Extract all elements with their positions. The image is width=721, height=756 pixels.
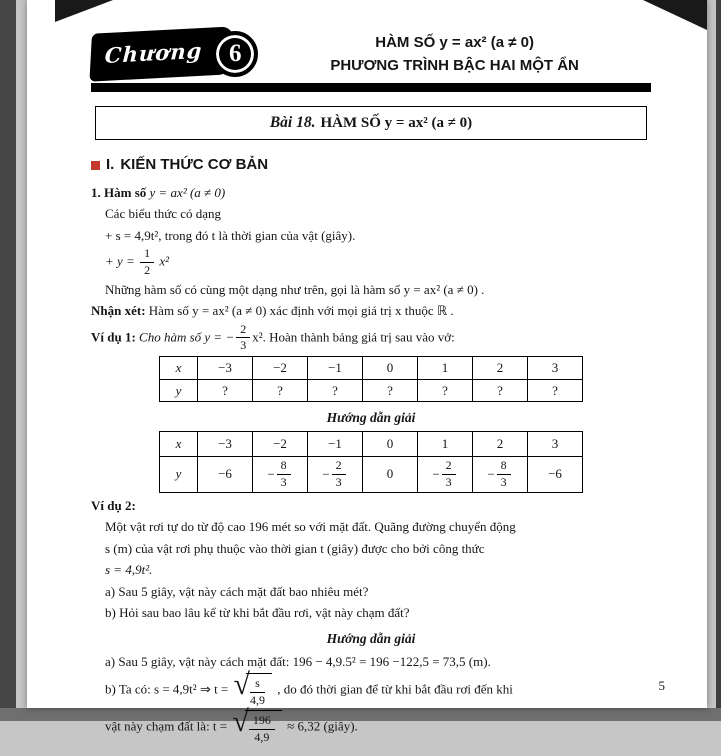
table-cell: 1 [418,357,473,380]
table-cell [528,456,583,492]
knowledge-same-form-line: Những hàm số có cùng một dạng như trên, gọi là hàm số y = ax² (a ≠ 0) . [105,281,485,297]
book-page [27,0,707,744]
row-label-x: x [160,432,198,457]
table-cell: −1 [308,432,363,457]
section-marker-icon [91,161,100,170]
cell-sign: − [487,466,495,482]
section-label: I. [106,156,115,173]
example-2-question-b: b) Hỏi sau bao lâu kể từ khi bắt đầu rơi, vật này chạm đất? [105,605,410,621]
lesson-title-text: HÀM SỐ y = ax² (a ≠ 0) [320,114,473,131]
table-cell [198,456,253,492]
knowledge-item-1-label: 1. Hàm số [91,184,147,200]
fraction-denominator: 3 [445,474,452,489]
radicand [245,710,282,745]
page-number: 5 [658,678,665,693]
table-cell: 2 [473,357,528,380]
table-cell: ? [528,379,583,402]
page-content [27,0,707,756]
chapter-header [91,30,651,78]
fraction-numerator: 196 [249,714,275,730]
example-1-intro [91,323,651,354]
chapter-title-line2: PHƯƠNG TRÌNH BẬC HAI MỘT ẨN [330,56,579,74]
fraction-numerator: 1 [140,247,154,263]
knowledge-forms-intro: Các biểu thức có dạng [105,206,222,221]
chapter-titles [258,31,651,78]
knowledge-form-2 [105,247,651,278]
fraction-denominator: 4,9 [254,729,270,744]
chapter-number: 6 [228,40,242,67]
photo-edge-left [0,0,16,721]
example-2-solution-b-line1 [105,668,651,708]
table-row-x [160,357,583,380]
row-label-y: y [160,379,198,402]
cell-value: −6 [548,466,562,482]
solution-b-pre: b) Ta có: s = 4,9t² ⇒ t = [105,681,229,697]
solution-heading-1: Hướng dẫn giải [326,410,416,426]
fraction-denominator: 3 [240,338,247,353]
table-cell: ? [418,379,473,402]
fraction-numerator: 2 [442,459,456,475]
radicand-fraction [249,714,275,745]
lesson-title-box [95,106,647,141]
table-cell [363,456,418,492]
table-cell: −3 [198,432,253,457]
example-1-intro-pre: Cho hàm số y = − [135,328,235,344]
solution-b-post: , do đó thời gian để từ khi bắt đầu rơi đến khi [277,681,513,697]
table-cell: −3 [198,357,253,380]
table-cell: −1 [308,357,363,380]
cell-value: 0 [386,466,394,482]
cell-sign: − [322,466,330,482]
table-cell: ? [363,379,418,402]
remark-label: Nhận xét: [91,303,146,319]
table-cell [308,456,363,492]
table-cell: 3 [528,432,583,457]
chapter-label: Chương [89,26,233,81]
remark-text: Hàm số y = ax² (a ≠ 0) xác định với mọi giá trị x thuộc ℝ . [145,303,454,319]
knowledge-item-1-math: y = ax² (a ≠ 0) [149,184,226,200]
fraction-numerator: 2 [332,459,346,475]
table-cell: 0 [363,357,418,380]
lesson-title-prefix: Bài 18. [269,113,316,131]
example-2-solution-b-line2 [105,704,651,745]
solution-heading-2: Hướng dẫn giải [326,630,416,646]
photo-edge-right [716,0,721,721]
solution-b2-post: ≈ 6,32 (giây). [287,718,358,734]
fraction-denominator: 3 [280,474,287,489]
table-cell [473,456,528,492]
table-cell: −2 [253,357,308,380]
table-cell: ? [308,379,363,402]
fraction-denominator: 3 [335,474,342,489]
cell-sign: − [432,466,440,482]
photo-corner-top-right [643,0,707,30]
table-cell: ? [473,379,528,402]
value-table-question [159,356,583,402]
section-heading [91,154,651,177]
solution-b2-pre: vật này chạm đất là: t = [105,718,228,734]
fraction-numerator: s [250,677,265,693]
table-cell: 1 [418,432,473,457]
knowledge-item-1 [91,183,651,203]
cell-sign: − [267,466,275,482]
cell-fraction [497,459,511,490]
example-1-label: Ví dụ 1: [91,328,136,344]
cell-fraction [277,459,291,490]
table-row-y [160,456,583,492]
cell-value: −6 [218,466,232,482]
section-title: KIẾN THỨC CƠ BẢN [120,156,269,173]
table-cell: ? [198,379,253,402]
example-2-question-a: a) Sau 5 giây, vật này cách mặt đất bao nhiêu mét? [105,583,369,599]
table-cell: 3 [528,357,583,380]
knowledge-form-1: + s = 4,9t², trong đó t là thời gian của vật (giây). [105,227,356,243]
square-root [232,704,281,745]
knowledge-remark [91,301,651,321]
fraction-numerator: 8 [277,459,291,475]
example-2-solution-a: a) Sau 5 giây, vật này cách mặt đất: 196 − 4,9.5² = 196 −122,5 = 73,5 (m). [105,653,491,669]
table-cell: 2 [473,432,528,457]
table-row-x [160,432,583,457]
example-2-paragraph-line3: s = 4,9t². [105,562,153,578]
example-2-paragraph-line1: Một vật rơi tự do từ độ cao 196 mét so với mặt đất. Quãng đường chuyển động [105,519,516,535]
table-cell [418,456,473,492]
fraction-numerator: 8 [497,459,511,475]
radicand-fraction [250,677,265,708]
example-2-paragraph-line2: s (m) của vật rơi phụ thuộc vào thời gian t (giây) được cho bởi công thức [105,540,485,556]
table-cell: ? [253,379,308,402]
form-2-prefix: + y = [105,253,135,269]
row-label-y: y [160,456,198,492]
photo-corner-top-left [55,0,113,22]
example-1-intro-post: x². Hoàn thành bảng giá trị sau vào vở: [252,328,455,344]
square-root [233,668,272,708]
example-1-fraction [236,323,250,354]
radical-icon: √ [233,668,250,702]
table-cell: 0 [363,432,418,457]
fraction-numerator: 2 [236,323,250,339]
form-2-suffix: x² [159,253,169,269]
form-2-fraction [140,247,154,278]
fraction-denominator: 3 [500,474,507,489]
fraction-denominator: 2 [144,262,151,277]
cell-fraction [442,459,456,490]
example-2-label: Ví dụ 2: [91,497,136,513]
table-cell [253,456,308,492]
header-divider-bar [91,83,651,92]
chapter-badge [91,30,258,78]
fraction-denominator: 4,9 [249,693,265,708]
value-table-solution [159,431,583,492]
radical-icon: √ [232,704,249,738]
table-cell: −2 [253,432,308,457]
chapter-number-circle [212,31,258,77]
row-label-x: x [160,357,198,380]
table-row-y [160,379,583,402]
cell-fraction [332,459,346,490]
chapter-title-line1: HÀM SỐ y = ax² (a ≠ 0) [375,33,534,51]
